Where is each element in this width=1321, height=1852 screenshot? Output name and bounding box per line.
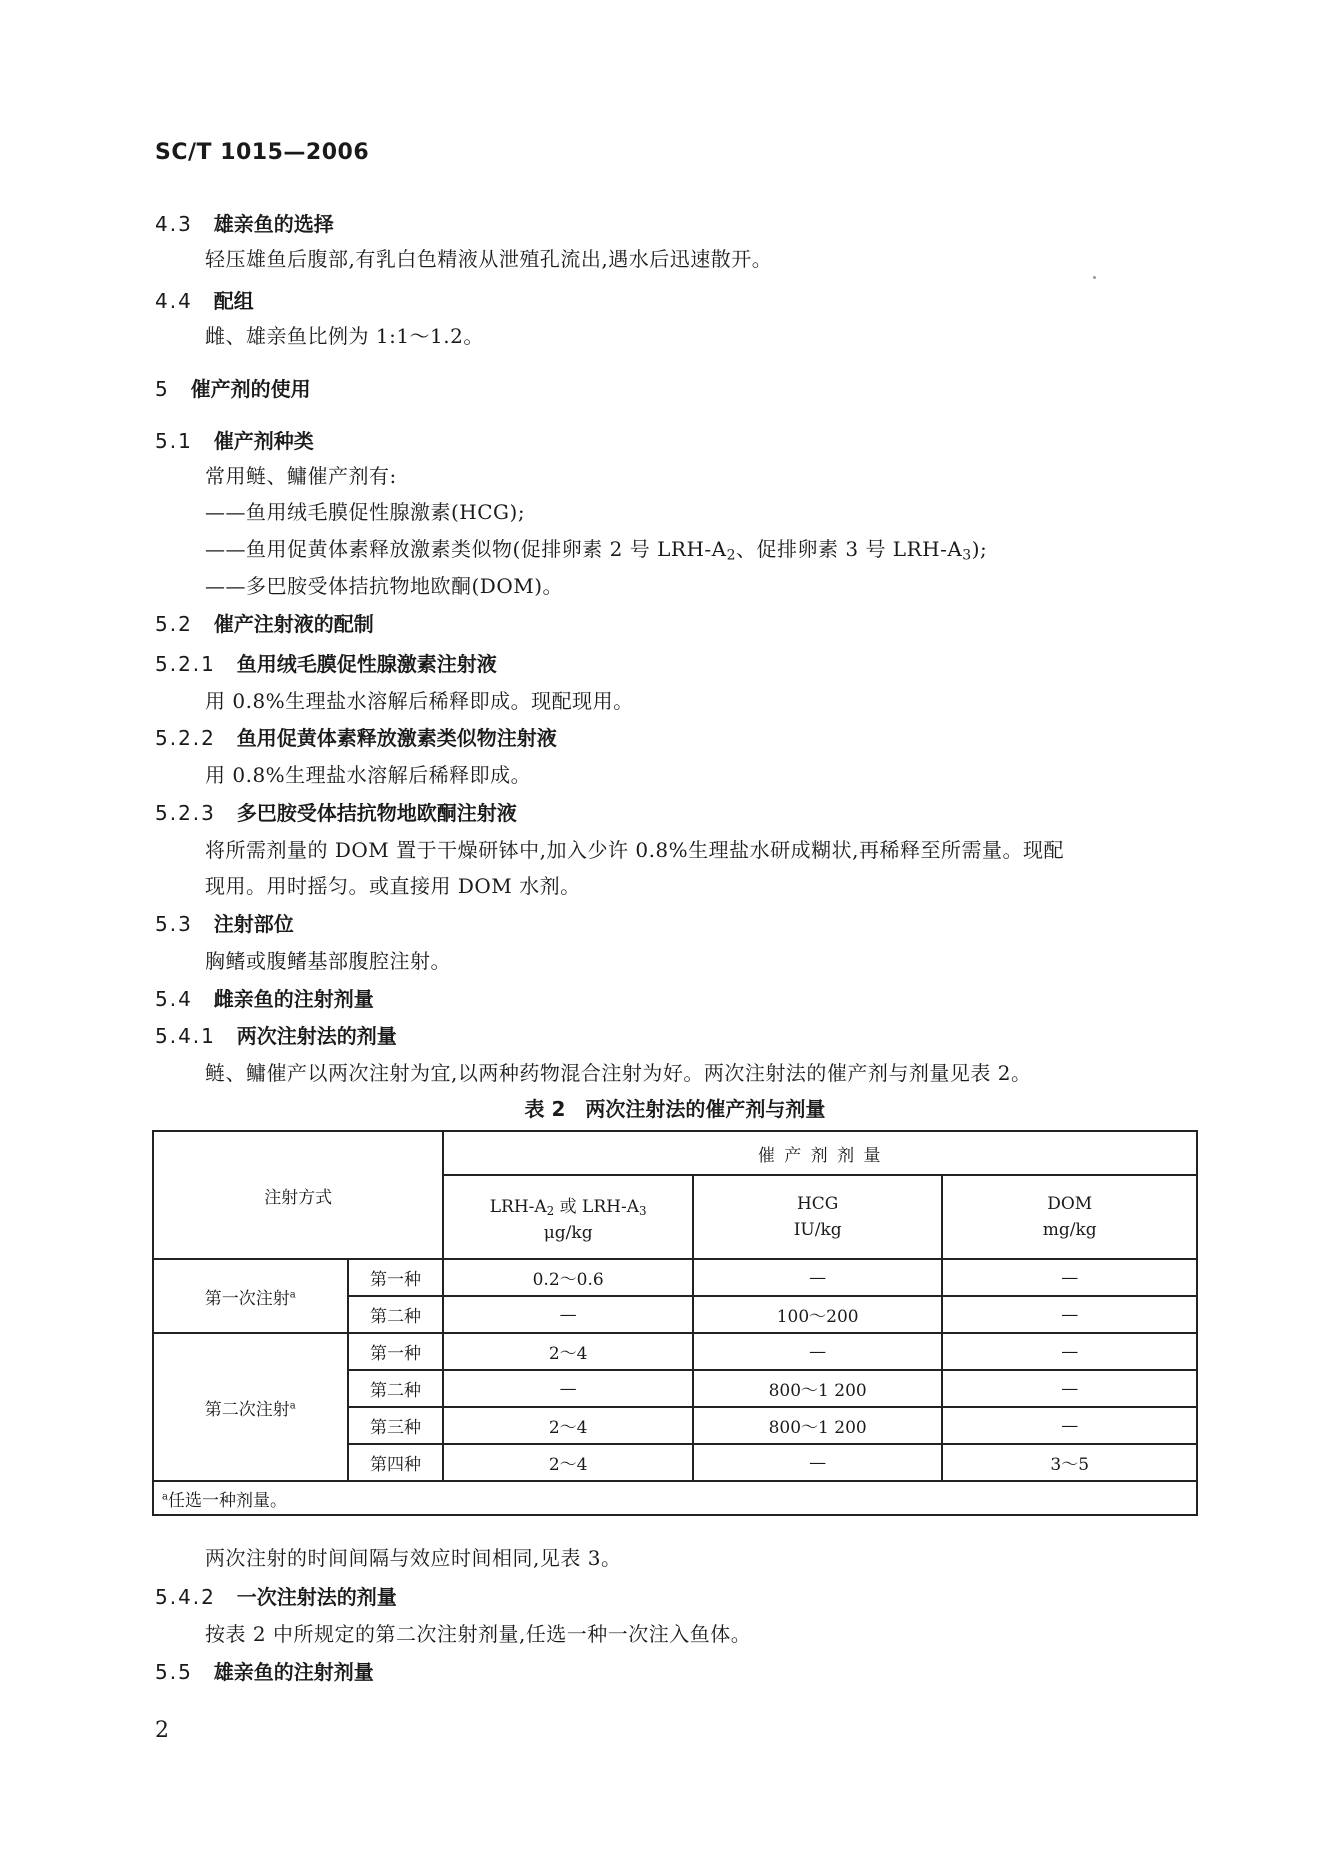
scan-speck	[1093, 276, 1096, 279]
heading-5-2-3	[155, 797, 517, 826]
header-dosage-group: 催 产 剂 剂 量	[443, 1131, 1197, 1175]
table-caption: 表 2 两次注射法的催产剂与剂量	[524, 1097, 826, 1121]
table-footnote: $^a$任选一种剂量。	[153, 1481, 1197, 1515]
second-injection-label: 第二次注射$^a$	[153, 1333, 348, 1481]
section-number: 5.2.1	[155, 652, 216, 676]
section-title: 催产注射液的配制	[213, 612, 374, 636]
heading-4-3	[155, 208, 334, 237]
section-title: 两次注射法的剂量	[236, 1024, 397, 1048]
section-number: 5.4.1	[155, 1024, 216, 1048]
table-cell: 800～1 200	[693, 1407, 943, 1444]
section-number: 5.2	[155, 612, 193, 636]
section-number: 5.2.3	[155, 801, 216, 825]
heading-5-2-1	[155, 648, 497, 677]
section-title: 多巴胺受体拮抗物地欧酮注射液	[236, 801, 517, 825]
paragraph-5-2-3-line1: 将所需剂量的 DOM 置于干燥研钵中,加入少许 0.8%生理盐水研成糊状,再稀释至所需量。现配	[205, 838, 1065, 862]
paragraph-5-2-1: 用 0.8%生理盐水溶解后稀释即成。现配现用。	[205, 689, 634, 713]
paragraph-5-4-1: 鲢、鳙催产以两次注射为宜,以两种药物混合注射为好。两次注射法的催产剂与剂量见表 2。	[205, 1061, 1032, 1085]
standard-number: SC/T 1015—2006	[155, 140, 370, 165]
paragraph-4-3: 轻压雄鱼后腹部,有乳白色精液从泄殖孔流出,遇水后迅速散开。	[205, 247, 773, 271]
table-cell: 第一种	[348, 1333, 444, 1370]
section-title: 配组	[213, 289, 254, 313]
section-number: 5	[155, 377, 170, 401]
heading-5-4	[155, 983, 374, 1012]
paragraph-4-4: 雌、雄亲鱼比例为 1:1～1.2。	[205, 324, 484, 348]
section-title: 鱼用绒毛膜促性腺激素注射液	[236, 652, 497, 676]
section-number: 4.3	[155, 212, 193, 236]
table-cell: —	[693, 1444, 943, 1481]
section-title: 注射部位	[213, 912, 294, 936]
table-cell: 0.2～0.6	[443, 1259, 693, 1296]
paragraph-5-1-intro: 常用鲢、鳙催产剂有:	[205, 464, 397, 488]
section-number: 5.4.2	[155, 1585, 216, 1609]
table-cell: —	[942, 1407, 1197, 1444]
section-title: 催产剂种类	[213, 429, 314, 453]
table-header-row	[153, 1131, 1197, 1175]
section-number: 5.4	[155, 987, 193, 1011]
dosage-table	[152, 1130, 1198, 1516]
heading-5-2	[155, 608, 374, 637]
heading-4-4	[155, 285, 254, 314]
section-title: 雌亲鱼的注射剂量	[213, 987, 374, 1011]
list-item-dom: ——多巴胺受体拮抗物地欧酮(DOM)。	[205, 574, 564, 598]
table-footnote-row	[153, 1481, 1197, 1515]
table-cell: 100～200	[693, 1296, 943, 1333]
section-number: 4.4	[155, 289, 193, 313]
table-cell: —	[942, 1259, 1197, 1296]
table-cell: 2～4	[443, 1444, 693, 1481]
list-item-lrh: ——鱼用促黄体素释放激素类似物(促排卵素 2 号 LRH-$A_2$、促排卵素 3 号 LRH-$A_3$);	[205, 537, 988, 564]
heading-5-4-1	[155, 1020, 397, 1049]
paragraph-after-table: 两次注射的时间间隔与效应时间相同,见表 3。	[205, 1546, 622, 1570]
table-cell: —	[443, 1370, 693, 1407]
paragraph-5-4-2: 按表 2 中所规定的第二次注射剂量,任选一种一次注入鱼体。	[205, 1622, 752, 1646]
table-cell: —	[942, 1370, 1197, 1407]
table-cell: 800～1 200	[693, 1370, 943, 1407]
table-cell: —	[942, 1296, 1197, 1333]
heading-5-2-2	[155, 722, 557, 751]
table-cell: —	[942, 1333, 1197, 1370]
table-cell: 第四种	[348, 1444, 444, 1481]
header-lrh: LRH-$A_2$ 或 LRH-$A_3$ μg/kg	[443, 1175, 693, 1259]
heading-5	[155, 373, 311, 402]
heading-5-5	[155, 1656, 374, 1685]
table-cell: —	[693, 1333, 943, 1370]
table-cell: 2～4	[443, 1407, 693, 1444]
heading-5-4-2	[155, 1581, 397, 1610]
section-title: 鱼用促黄体素释放激素类似物注射液	[236, 726, 557, 750]
first-injection-label: 第一次注射$^a$	[153, 1259, 348, 1333]
table-cell: 第二种	[348, 1296, 444, 1333]
section-title: 雄亲鱼的选择	[213, 212, 334, 236]
heading-5-3	[155, 908, 294, 937]
section-title: 一次注射法的剂量	[236, 1585, 397, 1609]
table-cell: 2～4	[443, 1333, 693, 1370]
section-title: 催产剂的使用	[190, 377, 311, 401]
section-number: 5.5	[155, 1660, 193, 1684]
header-hcg: HCG IU/kg	[693, 1175, 943, 1259]
table-cell: 第二种	[348, 1370, 444, 1407]
table-cell: —	[693, 1259, 943, 1296]
section-number: 5.2.2	[155, 726, 216, 750]
paragraph-5-3: 胸鳍或腹鳍基部腹腔注射。	[205, 949, 451, 973]
table-cell: 3～5	[942, 1444, 1197, 1481]
section-number: 5.3	[155, 912, 193, 936]
table-cell: 第三种	[348, 1407, 444, 1444]
paragraph-5-2-3-line2: 现用。用时摇匀。或直接用 DOM 水剂。	[205, 874, 581, 898]
paragraph-5-2-2: 用 0.8%生理盐水溶解后稀释即成。	[205, 763, 532, 787]
page-number: 2	[155, 1718, 169, 1743]
section-title: 雄亲鱼的注射剂量	[213, 1660, 374, 1684]
header-method: 注射方式	[153, 1131, 443, 1259]
heading-5-1	[155, 425, 314, 454]
table-row	[153, 1259, 1197, 1296]
table-cell: 第一种	[348, 1259, 444, 1296]
list-item-hcg: ——鱼用绒毛膜促性腺激素(HCG);	[205, 500, 526, 524]
header-dom: DOM mg/kg	[942, 1175, 1197, 1259]
table-cell: —	[443, 1296, 693, 1333]
section-number: 5.1	[155, 429, 193, 453]
table-row	[153, 1333, 1197, 1370]
